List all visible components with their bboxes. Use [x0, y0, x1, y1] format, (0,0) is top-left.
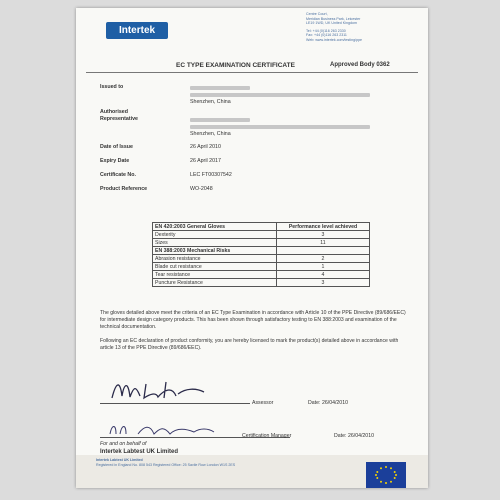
address-line: Centre Court, — [306, 12, 328, 16]
table-row — [153, 255, 370, 263]
intertek-logo: Intertek — [106, 22, 168, 39]
row-value: 2 — [277, 255, 370, 263]
redacted-address — [190, 93, 370, 97]
redacted-name — [190, 118, 250, 122]
table-row — [153, 239, 370, 247]
performance-table — [152, 222, 370, 287]
authorised-city: Shenzhen, China — [190, 131, 231, 137]
manager-label: Certification Manager — [242, 433, 292, 439]
address-line: Meridian Business Park, Leicester — [306, 16, 361, 21]
table-row — [153, 271, 370, 279]
manager-date-label: Date: — [334, 433, 347, 439]
footer-text — [96, 458, 296, 467]
redacted-name — [190, 86, 250, 90]
certificate-no: LEC FT00307542 — [190, 172, 232, 178]
address-line: LE19 1WD, UK United Kingdom — [306, 21, 357, 26]
certificate-sheet — [76, 8, 428, 488]
company-name: Intertek Labtest UK Limited — [100, 449, 179, 455]
footer-line: Registered in England No. 808 543 Registered Office: 25 Savile Row London W1S 2ES — [96, 462, 236, 467]
table-header: EN 388:2003 Mechanical Risks — [153, 247, 277, 255]
representative-label: Representative — [100, 116, 138, 122]
row-name: Dexterity — [153, 231, 277, 239]
address-line: Tel: +44 (0)116 263 2330 — [306, 28, 346, 33]
address-line: Web: www.intertek.com/testing/ppe — [306, 37, 363, 42]
table-row — [153, 279, 370, 287]
company-address — [306, 12, 426, 43]
row-name: Puncture Resistance — [153, 279, 277, 287]
row-name: Abrasion resistance — [153, 255, 277, 263]
row-value: 4 — [277, 271, 370, 279]
table-header: EN 420:2003 General Gloves — [153, 223, 277, 231]
manager-date: 26/04/2010 — [348, 433, 374, 439]
date-of-issue: 26 April 2010 — [190, 144, 221, 150]
table-row — [153, 231, 370, 239]
header-divider — [86, 72, 418, 73]
row-value: 11 — [277, 239, 370, 247]
table-row — [153, 263, 370, 271]
product-ref-label: Product Reference — [100, 186, 148, 192]
certificate-no-label: Certificate No. — [100, 172, 136, 178]
row-value: 3 — [277, 231, 370, 239]
row-value: 3 — [277, 279, 370, 287]
approved-body: Approved Body 0362 — [330, 62, 390, 68]
assessor-date: 26/04/2010 — [322, 400, 348, 406]
issued-to-label: Issued to — [100, 84, 124, 90]
eu-flag-icon — [366, 462, 406, 488]
row-name: Blade cut resistance — [153, 263, 277, 271]
certificate-title: EC TYPE EXAMINATION CERTIFICATE — [176, 62, 295, 69]
conformity-paragraph: The gloves detailed above meet the criteria of an EC Type Examination in accordance with Article 10 of the PPE Directive (89/686/EEC) for intermediate design category products. This has been shown through satisfactory testing to EN 388:2003 and examination of the technical documentation. — [100, 310, 406, 330]
issued-to-city: Shenzhen, China — [190, 99, 231, 105]
license-paragraph: Following an EC declaration of product conformity, you are hereby licensed to mark the product(s) detailed above in accordance with article 13 of the PPE Directive (89/686/EEC). — [100, 338, 399, 351]
footer-line: Intertek Labtest UK Limited — [96, 458, 143, 462]
behalf-text: For and on behalf of — [100, 441, 147, 447]
row-value: 1 — [277, 263, 370, 271]
redacted-address — [190, 125, 370, 129]
row-name: Sizes — [153, 239, 277, 247]
table-header: Performance level achieved — [277, 223, 370, 231]
expiry-label: Expiry Date — [100, 158, 130, 164]
expiry-date: 26 April 2017 — [190, 158, 221, 164]
address-line: Fax: +44 (0)116 263 2311 — [306, 33, 347, 38]
product-ref: WO-2048 — [190, 186, 213, 192]
authorised-label: Authorised — [100, 109, 128, 115]
assessor-line — [100, 403, 250, 404]
row-name: Tear resistance — [153, 271, 277, 279]
assessor-signature — [106, 376, 226, 404]
date-of-issue-label: Date of Issue — [100, 144, 133, 150]
assessor-date-label: Date: — [308, 400, 321, 406]
assessor-label: Assessor — [252, 400, 274, 406]
